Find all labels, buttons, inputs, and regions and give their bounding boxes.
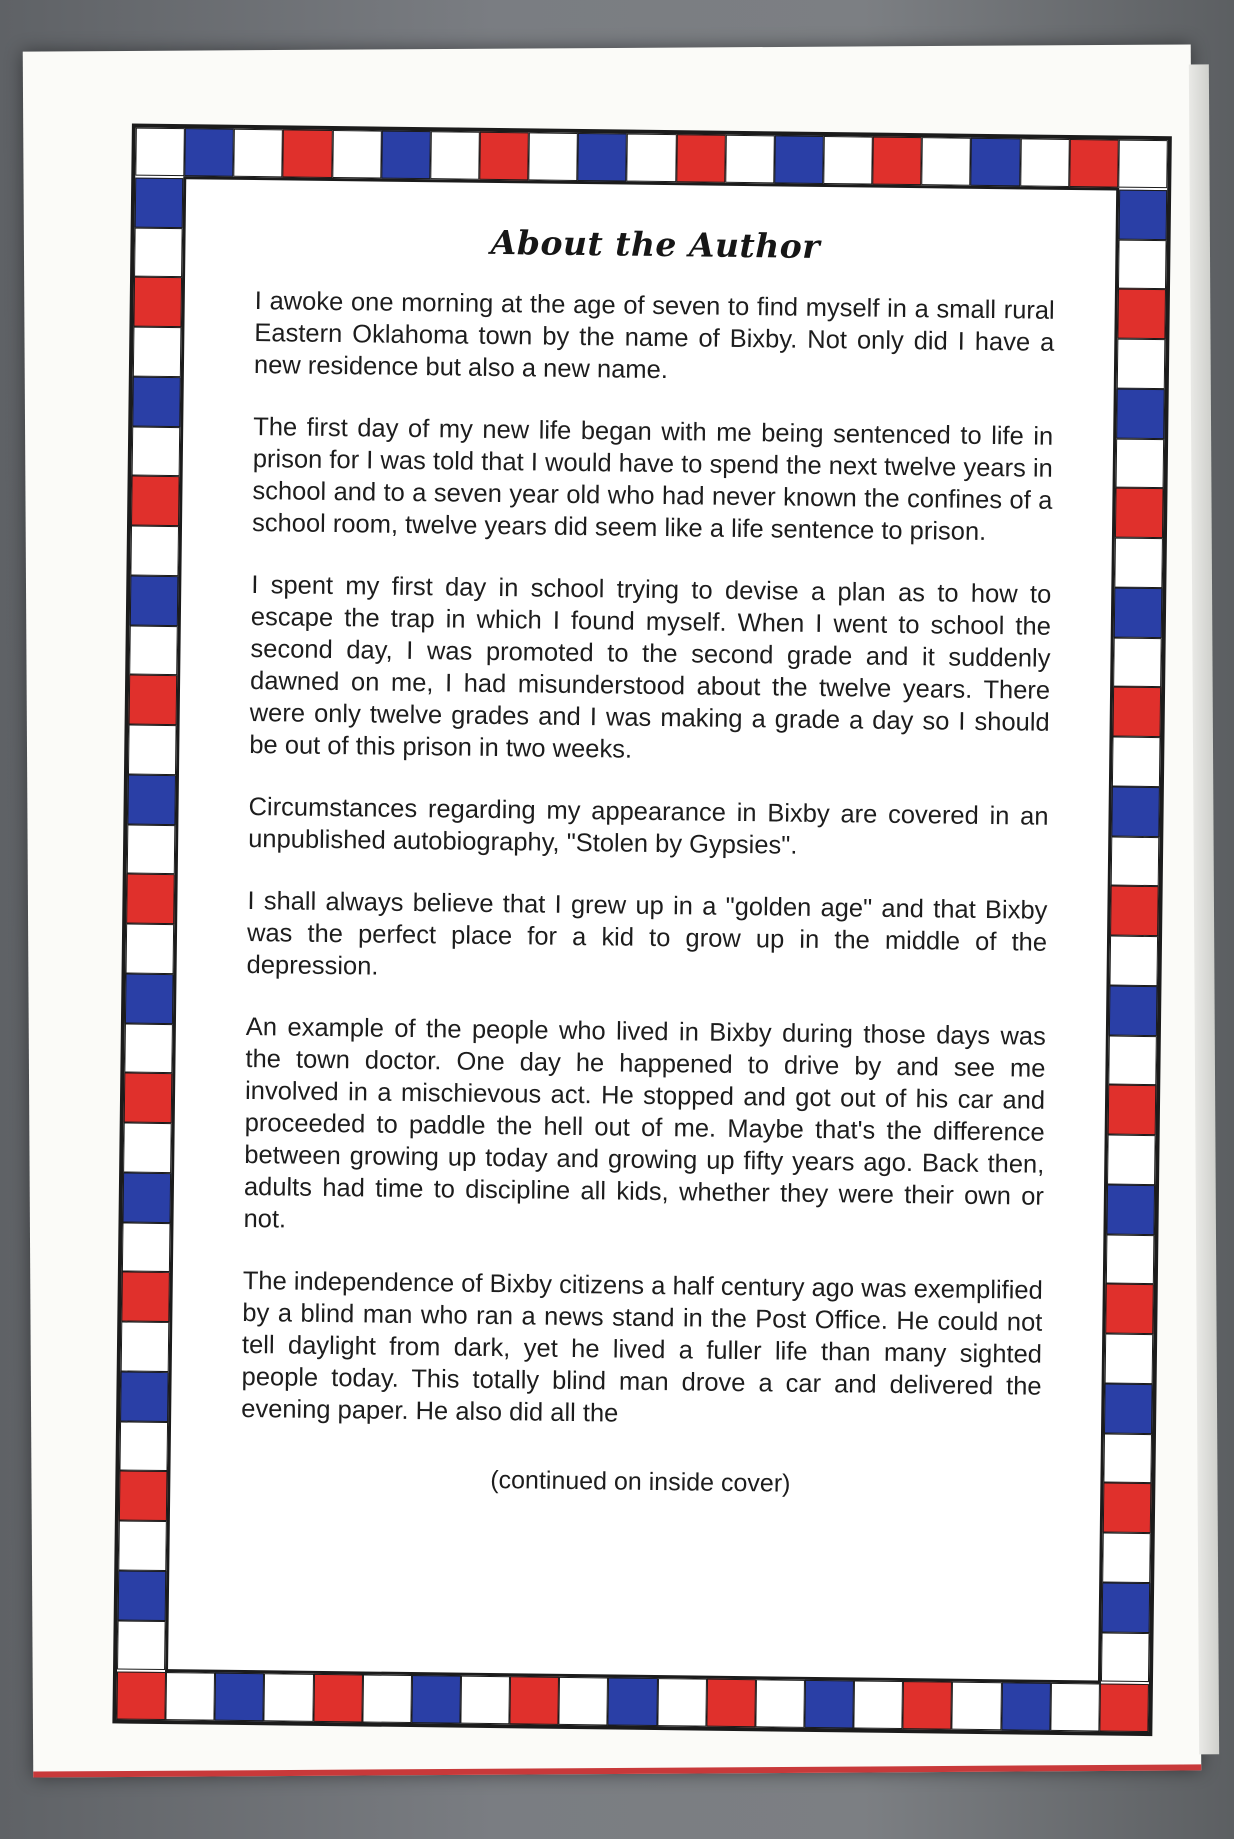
border-tile xyxy=(1118,140,1168,189)
paragraph-5: I shall always believe that I grew up in a "golden age" and that Bixby was the perfect place for a kid to grow up in the middle of the depression. xyxy=(246,886,1048,981)
border-tile xyxy=(126,874,175,924)
border-tile xyxy=(1109,936,1158,986)
border-tile xyxy=(1117,289,1166,339)
page-title: About the Author xyxy=(490,222,821,266)
border-tile xyxy=(132,426,181,476)
border-tile xyxy=(119,1471,168,1521)
text-panel xyxy=(165,176,1119,1683)
paragraph-7: The independence of Bixby citizens a half century ago was exemplified by a blind man who ran a news stand in the Post Office. He could not tell daylight from dark, yet he lived a fuller life than many sighted people today. This totally blind man drove a car and delivered the evening paper. He also did all the xyxy=(241,1266,1043,1428)
border-tile xyxy=(608,1677,658,1726)
border-tile xyxy=(126,924,175,974)
border-tile xyxy=(460,1676,510,1725)
border-tile xyxy=(283,129,333,178)
border-tile xyxy=(127,774,176,824)
border-tile xyxy=(121,1321,170,1371)
border-tile xyxy=(1102,1532,1151,1582)
border-tile xyxy=(122,1222,171,1272)
paragraph-3: I spent my first day in school trying to devise a plan as to how to escape the trap in which I found myself. When I went to school the second day, I was promoted to the second grade and it suddenly dawned on me, I had misunderstood about the twelve years. There were only twelve grades and I was making a grade a day so I should be out of this prison in two weeks. xyxy=(249,571,1052,764)
border-tile xyxy=(1116,438,1165,488)
paragraph-6: An example of the people who lived in Bixby during those days was the town doctor. One day he happened to drive by and see me involved in a mischievous act. He stopped and got out of his car and proceeded to paddle the hell out of me. Maybe that's the difference between growing up today and growing up fifty years ago. Back then, adults had time to discipline all kids, whether they were their own or not. xyxy=(243,1012,1047,1234)
border-tile xyxy=(118,1570,167,1620)
border-tile xyxy=(823,136,873,185)
border-tile xyxy=(121,1272,170,1322)
border-tile xyxy=(559,1677,609,1726)
border-tile xyxy=(127,824,176,874)
border-tile xyxy=(1109,985,1158,1035)
border-tile xyxy=(1104,1383,1153,1433)
border-tile xyxy=(133,277,182,327)
border-tile xyxy=(1020,138,1070,187)
border-tile xyxy=(1102,1582,1151,1632)
border-tile xyxy=(313,1674,363,1723)
patriotic-checkered-border xyxy=(112,124,1171,1737)
border-tile xyxy=(1114,587,1163,637)
border-tile xyxy=(1116,388,1165,438)
border-tile xyxy=(1110,886,1159,936)
border-tile xyxy=(215,1673,265,1722)
border-tile xyxy=(135,177,184,227)
border-tile xyxy=(119,1421,168,1471)
border-tile xyxy=(1111,786,1160,836)
border-tile xyxy=(479,132,529,181)
border-tile xyxy=(125,973,174,1023)
border-tile xyxy=(804,1680,854,1729)
paragraph-2: The first day of my new life began with me being sentenced to life in prison for I was told that I would have to spend the next twelve years in school and to a seven year old who had never known the confines of a school room, twelve years did seem like a life sentence to prison. xyxy=(251,413,1054,546)
border-tile xyxy=(528,132,578,181)
border-tile xyxy=(922,137,972,186)
border-tile xyxy=(971,138,1021,187)
border-tile xyxy=(123,1172,172,1222)
border-tile xyxy=(1119,189,1168,239)
border-tile xyxy=(128,725,177,775)
border-tile xyxy=(124,1023,173,1073)
book-back-cover xyxy=(23,44,1202,1777)
border-tile xyxy=(123,1122,172,1172)
border-tile xyxy=(131,476,180,526)
paragraph-4: Circumstances regarding my appearance in Bixby are covered in an unpublished autobiography, "Stolen by Gypsies". xyxy=(248,793,1049,860)
border-tile xyxy=(1115,488,1164,538)
border-tile xyxy=(706,1679,756,1728)
border-tile xyxy=(264,1673,314,1722)
border-tile xyxy=(676,134,726,183)
border-tile xyxy=(1108,1085,1157,1135)
border-tile xyxy=(1108,1035,1157,1085)
border-tile xyxy=(234,129,284,178)
border-tile xyxy=(578,133,628,182)
border-tile xyxy=(627,134,677,183)
border-tile xyxy=(381,131,431,180)
border-tile xyxy=(362,1674,412,1723)
paragraph-1: I awoke one morning at the age of seven to find myself in a small rural Eastern Oklahoma town by the name of Bixby. Not only did I have a new residence but also a new name. xyxy=(253,287,1055,385)
border-tile xyxy=(1050,1683,1100,1732)
border-tile xyxy=(132,376,181,426)
border-tile xyxy=(725,135,775,184)
border-tile xyxy=(1112,737,1161,787)
border-tile xyxy=(1099,1683,1149,1732)
border-tile xyxy=(1105,1284,1154,1334)
border-tile xyxy=(774,135,824,184)
border-tile xyxy=(116,1671,166,1720)
border-tile xyxy=(1117,339,1166,389)
border-tile xyxy=(1106,1184,1155,1234)
border-tile xyxy=(129,625,178,675)
border-tile xyxy=(1105,1334,1154,1384)
border-tile xyxy=(332,130,382,179)
border-tile xyxy=(1118,239,1167,289)
border-tile xyxy=(120,1371,169,1421)
border-tile xyxy=(854,1680,904,1729)
border-tile xyxy=(130,526,179,576)
border-tile xyxy=(135,128,185,177)
border-tile xyxy=(872,137,922,186)
border-tile xyxy=(1107,1135,1156,1185)
border-tile xyxy=(130,575,179,625)
border-tile xyxy=(124,1073,173,1123)
border-tile xyxy=(510,1676,560,1725)
border-tile xyxy=(1069,139,1119,188)
border-tile xyxy=(1103,1483,1152,1533)
border-tile xyxy=(1111,836,1160,886)
border-tile xyxy=(657,1678,707,1727)
border-tile xyxy=(184,128,234,177)
border-tile xyxy=(166,1672,216,1721)
border-tile xyxy=(1113,637,1162,687)
border-tile xyxy=(117,1620,166,1670)
border-tile xyxy=(133,327,182,377)
border-tile xyxy=(1101,1632,1150,1682)
border-tile xyxy=(1114,538,1163,588)
border-tile xyxy=(118,1520,167,1570)
border-tile xyxy=(129,675,178,725)
border-tile xyxy=(755,1679,805,1728)
border-tile xyxy=(430,131,480,180)
border-tile xyxy=(411,1675,461,1724)
border-tile xyxy=(952,1682,1002,1731)
border-tile xyxy=(1103,1433,1152,1483)
border-tile xyxy=(134,227,183,277)
border-tile xyxy=(903,1681,953,1730)
border-tile xyxy=(1106,1234,1155,1284)
border-tile xyxy=(1001,1682,1051,1731)
continued-note: (continued on inside cover) xyxy=(490,1466,791,1498)
border-tile xyxy=(1113,687,1162,737)
